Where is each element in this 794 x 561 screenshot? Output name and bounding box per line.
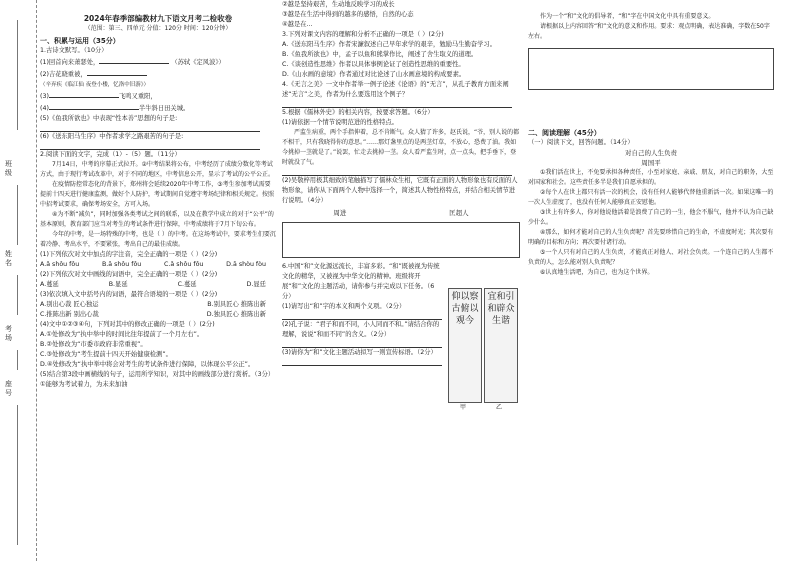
section-1-heading: 一、积累与运用（35分）: [40, 37, 120, 45]
essay-paragraph: ③世上有许多人，你对他说他活着是浪费了自己的一生，他会不服气，他并不认为自己缺少什么。: [528, 209, 774, 226]
list-item: ④越是在...: [282, 21, 313, 28]
passage-paragraph: ④为不断“减负”，同时加强各类考试之间的联系，以及在教学中成立的对于“公平”的基本原则，教育部门应当对考生的考试条件进行保障，中考成绩将于7月下旬公布。: [40, 211, 274, 228]
q6-part-1: (1)请写出“和”字的本义和两个义项。（2分）: [282, 303, 406, 310]
options-row: [40, 310, 276, 320]
exam-subtitle: （范围：第三、四单元 分值：120分 时间：120分钟）: [84, 25, 232, 32]
option-b[interactable]: B.《鱼我所欲也》中，孟子以鱼和熊掌作比，阐述了舍生取义的道理。: [282, 51, 478, 58]
intro-paragraph: 作为一个“和”文化的倡导者，“和”字在中国文化中具有重要意义。: [540, 13, 715, 20]
option-a[interactable]: A.别出心裁 匠心独运: [40, 301, 99, 308]
option-b[interactable]: B.别具匠心 推陈出新: [207, 301, 266, 308]
answer-blank[interactable]: [40, 142, 260, 150]
q6-part-2: (2)孔子说：“君子和而不同，小人同而不和。”请结合你的理解，说说“和而不同”的含义。（2分）: [282, 321, 440, 338]
essay-author: 周国平: [641, 159, 661, 167]
q5-part-2: (2)吴敬梓用极其细致的笔触描写了儒林众生相，它既有正面的人物形象也有反面的人物形象，请你从下面两个人物中选择一个，简述其人物性格特点，并结合相关情节进行说明。（4分）: [282, 177, 518, 204]
binding-margin: [0, 0, 37, 561]
option-d[interactable]: D.显廷: [246, 281, 266, 288]
question-6: 6.中国“和”文化源远流长，丰富多彩。“和”既被视为传统文化的精华，又被视为中华文化的精神。班级将开展“和”文化的主题活动，请你参与并完成以下任务。（6分）: [282, 263, 440, 300]
option-c[interactable]: C.③处修改为“考生提前十四天开始健康检测”。: [40, 351, 172, 358]
margin-label-seat: 座号: [5, 380, 12, 397]
essay-title: 对自己的人生负责: [625, 149, 677, 157]
column-3: [528, 0, 774, 561]
answer-blank[interactable]: [99, 56, 169, 64]
spacer: [528, 96, 774, 126]
question-1: 1.古诗文默写。（10分）: [40, 47, 108, 54]
character-choice: [282, 208, 520, 218]
list-item: ②越是坚持艰苦，生动地反映学习的成长: [282, 1, 395, 8]
answer-blank[interactable]: [87, 68, 147, 76]
option-c[interactable]: C.ǎ shǒu fǒu: [163, 261, 204, 268]
margin-line: [17, 405, 18, 545]
option-b[interactable]: B.显延: [108, 281, 128, 288]
answer-blank[interactable]: [49, 102, 139, 110]
q5-passage: 严监生病重，两个手指伸着，总不肯断气。众人猜了许多，赵氏说，“爷，别人说的都不相干，只有我晓得你的意思。”……那灯盏里点的是两茎灯草，不放心，恐费了油。我如今挑掉一茎就是了。”说罢，忙走去挑掉一茎。众人看严监生时，点一点头，把手垂下，登时就没了气。: [282, 129, 520, 166]
q1-item: (3) 飞鸣又重阳，: [40, 90, 276, 102]
sub-question-5: (5)结合第3段中画横线的句子，运用所学知识，对其中的画线部分进行赏析。（3分）: [40, 371, 275, 378]
margin-label-room: 考场: [5, 325, 12, 342]
essay-paragraph: ⑤一个人只有对自己的人生负责，才能真正对他人、对社会负责。一个连自己的人生都不负责的人，怎么能对别人负责呢？: [528, 249, 774, 266]
answer-blank[interactable]: [282, 100, 512, 108]
sub-question-2: (2)下列依次对文中画线的词语中，完全正确的一项是（ ）(2分): [40, 271, 218, 278]
part-1-heading: （一）阅读下文，回答问题。（14分）: [528, 139, 634, 146]
passage-paragraph: 7月14日，中考的序幕正式拉开。②中考结果将公布，中考经历了成绩分数化等考试方式，由于现行考试改革中，对于不同的地区，中考信息公开，显示了考试的公平公正。: [40, 161, 275, 178]
margin-label-name: 姓名: [5, 250, 12, 267]
option-a[interactable]: A.蔓延: [40, 281, 59, 288]
calligraphy-a: 仰以察古俯以观今: [448, 288, 482, 403]
section-2-heading: 二、阅读理解（45分）: [528, 129, 601, 137]
option-a[interactable]: A.ǎ shǒu fǒu: [40, 261, 80, 268]
question-4: 4.《无言之美》一文中作者举一例子论述《论语》的“无言”，从孔子教育方面来阐述“无言”之美，作者为什么要选用这个例子？: [282, 81, 509, 98]
question-2: 2.阅读下面的文字，完成（1）-（5）题。（11分）: [40, 151, 181, 158]
calligraphy-label-a: 甲: [460, 404, 467, 411]
q1-item: (2)吉花晓重被，: [40, 68, 276, 80]
calligraphy-figure: [448, 288, 518, 411]
option-d[interactable]: D.独具匠心 推陈出新: [206, 311, 266, 318]
answer-box[interactable]: [528, 48, 774, 90]
essay-paragraph: ①我们活在世上，不免要承担各种责任，小至对家庭、亲戚、朋友，对自己的职务，大至对国家和社会。这些责任多半是我们自愿承担的。: [528, 169, 774, 186]
answer-blank[interactable]: [282, 312, 442, 320]
option-d[interactable]: D.《山水画的意境》作者通过对比论述了山水画意境的构成要素。: [282, 71, 466, 78]
option-c[interactable]: C.《谈创造性思维》作者以具体事例论证了创造性思维的重要性。: [282, 61, 465, 68]
column-2: [282, 0, 520, 561]
q1-source: （辛弃疾《临江仙 夜登小楼，忆洛中旧游》）: [40, 82, 149, 88]
answer-blank[interactable]: [282, 340, 442, 348]
options-row: [40, 280, 276, 290]
options-row: [40, 300, 276, 310]
answer-blank[interactable]: [49, 90, 119, 98]
option-c[interactable]: C.蔓延: [177, 281, 197, 288]
exam-title: 2024年春季部编教材九下语文月考二检收卷: [83, 14, 233, 23]
q1-item: (6)《送东阳马生序》中作者求学之路艰苦的句子是:: [40, 133, 184, 140]
option-d[interactable]: D.④处修改为“执中举中将会对考生的考试条件进行保障，以体现公平公正”。: [40, 361, 255, 368]
answer-blank[interactable]: [40, 124, 260, 132]
margin-line: [17, 350, 18, 370]
sub-question-1: (1)下列依次对文中加点的字注音，完全正确的一项是（ ）(2分): [40, 251, 218, 258]
option-a[interactable]: A.《送东阳马生序》作者宋濂叙述自己早年求学的艰辛，勉励马生勤奋学习。: [282, 41, 496, 48]
essay-paragraph: ②每个人在世上都只有活一次的机会，没有任何人能够代替他重新活一次。如果这唯一的一次人生虚度了，也没有任何人能够真正安慰他。: [528, 189, 774, 206]
answer-blank[interactable]: [282, 168, 512, 176]
option-a[interactable]: A.①处修改为“执中举中的时间比往年提前了一个月左右”。: [40, 331, 204, 338]
q1-item: (4) 半牛斜日田关城。: [40, 102, 276, 114]
answer-box[interactable]: [282, 222, 520, 258]
passage-paragraph: 在疫情防控常态化的背景下，郑州将会延续2020年中考工作，③考生参加考试需要提前十四天进行健康监测，做好个人防护，考试期间自觉遵守考场纪律和相关规定。按照中招考试要求，确保考场安全，方可入场。: [40, 181, 275, 208]
question-3: 3.下列对课文内容的理解和分析不正确的一项是（ ）(2分): [282, 31, 444, 38]
calligraphy-b: 宜和引和辟众生谐: [484, 288, 518, 403]
margin-label-class: 班级: [5, 160, 12, 177]
calligraphy-label-b: 乙: [496, 404, 503, 411]
option-c[interactable]: C.推陈出新 别出心裁: [40, 311, 99, 318]
margin-line: [17, 20, 18, 130]
margin-line: [17, 185, 18, 245]
margin-line: [17, 275, 18, 315]
answer-blank[interactable]: [282, 358, 442, 366]
q1-item: (1)回首向来萧瑟处， （苏轼《定风波》）: [40, 56, 276, 68]
option-d[interactable]: D.ā shòu fòu: [226, 261, 266, 268]
column-1: [40, 0, 276, 561]
intro-paragraph: 请根据以上内容回答“和”文化的意义和作用。要求：观点明确，表达准确，字数在50字左右。: [528, 23, 770, 40]
list-item: ③越是在生活中得到的越多的感悟，自然的心态: [282, 11, 414, 18]
sub-question-3: (3)依次填入文中括号内的词语，最符合语境的一项是（ ）(2分): [40, 291, 218, 298]
essay-paragraph: ⑥认真地生活吧，为自己，也为这个世界。: [540, 269, 654, 276]
q1-item: (5)《鱼我所欲也》中表现“性本善”思想的句子是:: [40, 115, 178, 122]
sub5-answer: ①能够为考试着力，为未来加油: [40, 381, 128, 388]
option-b[interactable]: B.ā shǒu fǒu: [101, 261, 142, 268]
sub-question-4: (4)文中①②③④句，下列对其中的修改正确的一项是（ ）(2分): [40, 321, 215, 328]
choice-kuangchaoren[interactable]: 匡超人: [449, 209, 469, 217]
question-5: 5.根据《儒林外史》的相关内容，按要求答题。（6分）: [282, 109, 434, 116]
choice-zhoujin[interactable]: 周进: [333, 209, 347, 217]
passage-paragraph: 今年的中考，是一场特殊的中考，也是（ ）的中考。在这场考试中，要求考生们要沉着冷静、考出水平，不要紧张，考出自己的最佳成绩。: [40, 231, 276, 248]
q6-part-3: (3)请你为“和”文化主题活动拟写一则宣传标语。（2分）: [282, 349, 437, 356]
q5-part-1: (1)请依据一个情节说明范进的性格特点。: [282, 119, 398, 126]
option-b[interactable]: B.②处修改为“市委市政府非常重视”。: [40, 341, 147, 348]
options-row: [40, 260, 276, 270]
essay-paragraph: ④那么，如何才能对自己的人生负责呢？首先要珍惜自己的生命，不虚度时光；其次要有明确的目标和方向；再次要付诸行动。: [528, 229, 774, 246]
